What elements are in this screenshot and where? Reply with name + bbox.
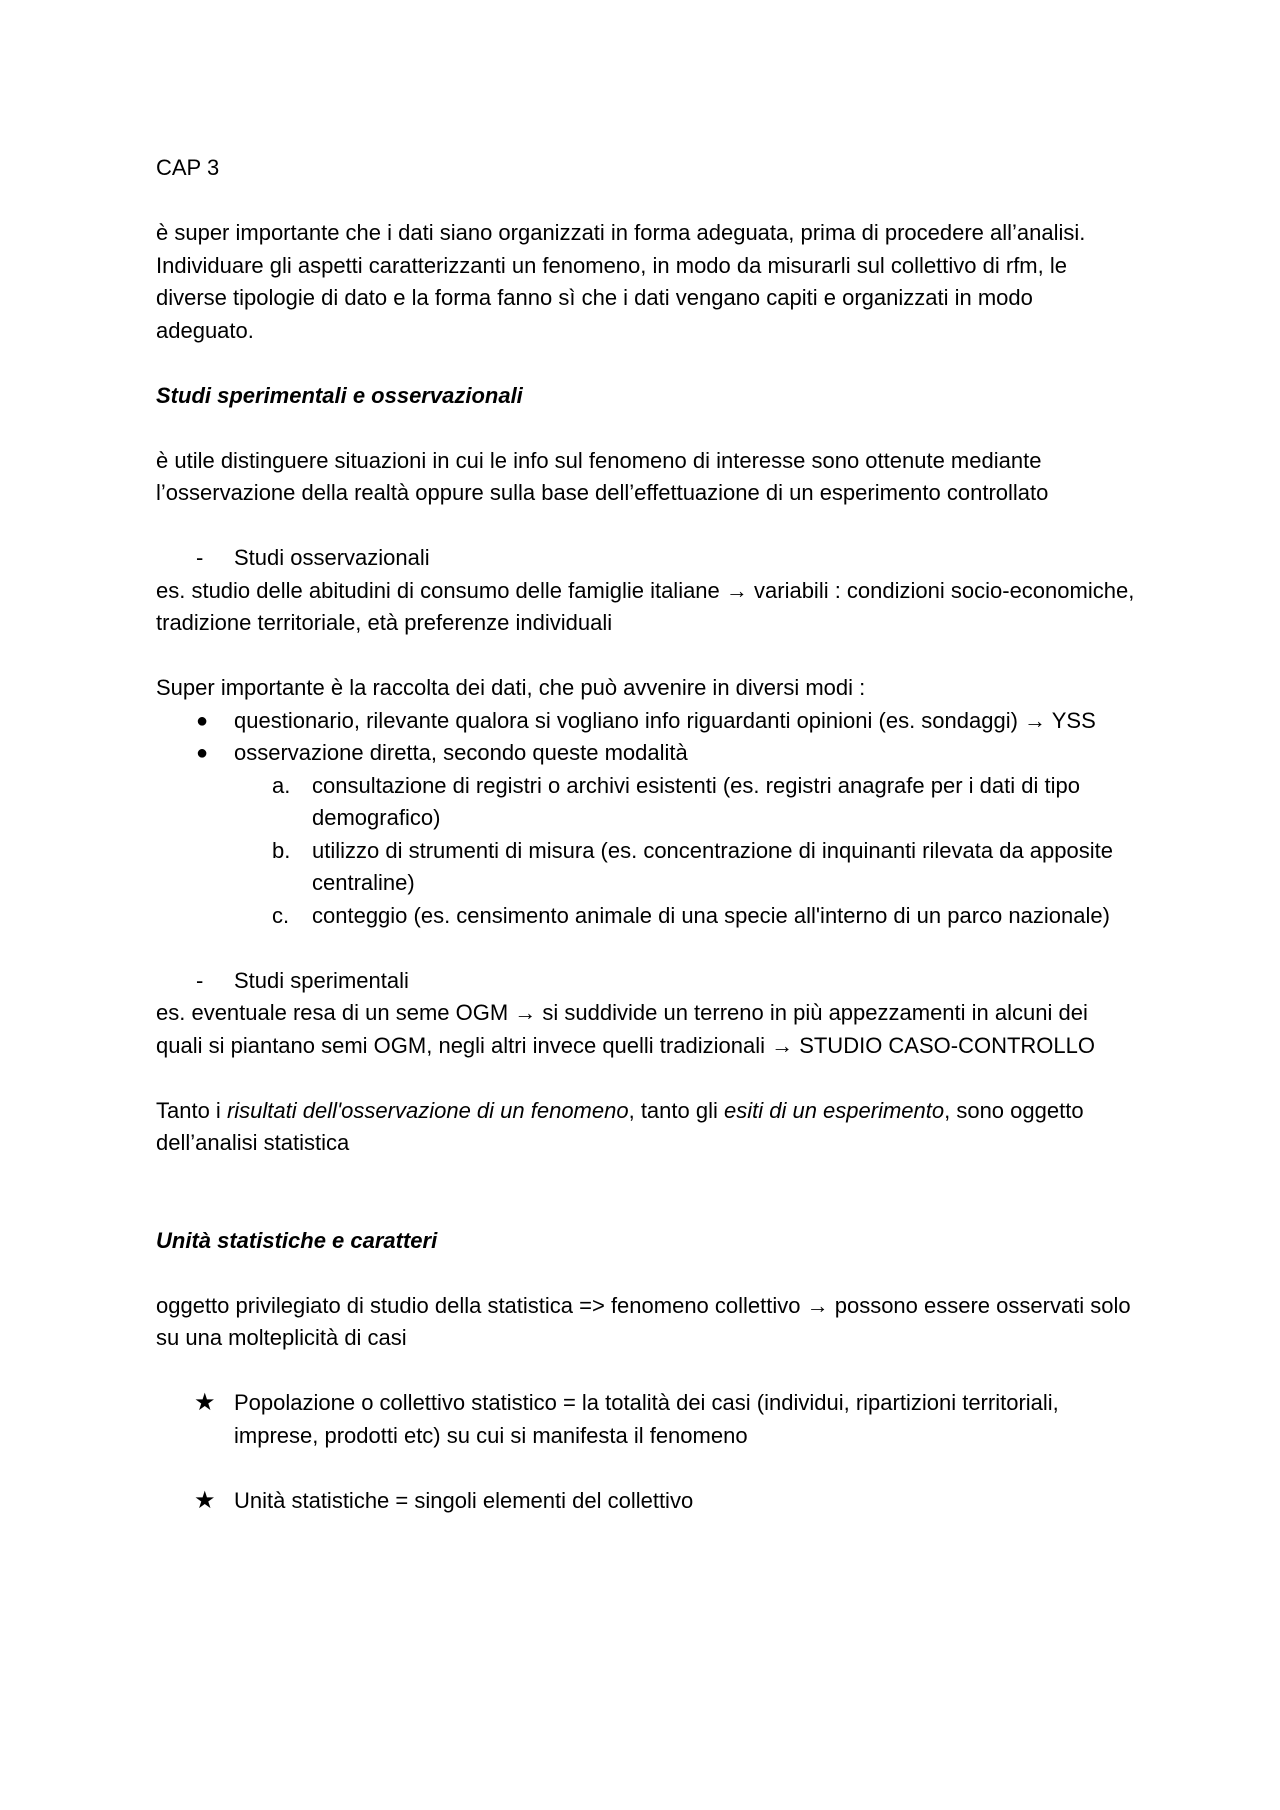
osservazionali-example: es. studio delle abitudini di consumo delle famiglie italiane → variabili : condizioni socio-economiche, tradizione territoriale, età preferenze individuali <box>156 577 1135 635</box>
conclusion-text-1: Tanto i <box>156 1097 227 1123</box>
dash-marker: - <box>196 967 204 993</box>
sub-item-marker: c. <box>272 902 290 928</box>
star-icon: ★ <box>194 1389 216 1416</box>
sperimentali-example: es. eventuale resa di un seme OGM → si suddivide un terreno in più appezzamenti in alcuni dei quali si piantano semi OGM, negli altri invece quelli tradizionali → STUDIO CASO-CONTROLLO <box>156 1000 1095 1058</box>
star-icon: ★ <box>194 1486 216 1514</box>
section-heading-unita: Unità statistiche e caratteri <box>156 1227 438 1253</box>
dash-marker: - <box>196 545 204 570</box>
bullet-item-questionario <box>156 705 1136 738</box>
sub-item-text: consultazione di registri o archivi esistenti (es. registri anagrafe per i dati di tipo demografico) <box>312 772 1080 830</box>
studi-paragraph: è utile distinguere situazioni in cui le info sul fenomeno di interesse sono ottenute mediante l’osservazione della realtà oppure sulla base dell’effettuazione di un esperimento controllato <box>156 447 1049 505</box>
intro-paragraph-2: Individuare gli aspetti caratterizzanti un fenomeno, in modo da misurarli sul collettivo di rfm, le diverse tipologie di dato e la forma fanno sì che i dati vengano capiti e organizzati in modo adeguato. <box>156 252 1067 343</box>
star-item-text: Unità statistiche = singoli elementi del collettivo <box>234 1487 694 1513</box>
intro-paragraph-1: è super importante che i dati siano organizzati in forma adeguata, prima di procedere all’analisi. <box>156 220 1086 245</box>
sub-item-b <box>156 835 1136 900</box>
bullet-marker: ● <box>196 742 209 764</box>
conclusion-text-2: , tanto gli <box>628 1097 724 1123</box>
bullet-text: osservazione diretta, secondo queste modalità <box>234 740 688 765</box>
raccolta-intro: Super importante è la raccolta dei dati, che può avvenire in diversi modi : <box>156 675 866 700</box>
dash-item-label: Studi sperimentali <box>234 967 409 993</box>
sub-item-marker: a. <box>272 772 291 798</box>
bullet-item-osservazione <box>156 737 1136 770</box>
sub-item-a <box>156 770 1136 835</box>
sub-item-text: utilizzo di strumenti di misura (es. concentrazione di inquinanti rilevata da apposite centraline) <box>312 837 1113 895</box>
dash-item-sperimentali <box>156 965 1136 998</box>
star-item-unita <box>156 1485 1136 1518</box>
section-heading-studi: Studi sperimentali e osservazionali <box>156 382 523 408</box>
dash-item-label: Studi osservazionali <box>234 545 430 570</box>
chapter-title: CAP 3 <box>156 155 220 180</box>
conclusion-text-3: , sono oggetto dell’analisi statistica <box>156 1097 1084 1155</box>
unita-paragraph: oggetto privilegiato di studio della statistica => fenomeno collettivo → possono essere osservati solo su una molteplicità di casi <box>156 1292 1131 1350</box>
document-page <box>156 152 1136 1517</box>
star-item-popolazione <box>156 1387 1136 1452</box>
conclusion-italic-2: esiti di un esperimento <box>723 1097 945 1123</box>
conclusion-italic-1: risultati dell'osservazione di un fenomeno <box>226 1097 629 1123</box>
bullet-marker: ● <box>196 709 209 732</box>
conclusion-paragraph <box>156 1095 1136 1160</box>
sub-item-marker: b. <box>272 837 291 863</box>
sub-item-text: conteggio (es. censimento animale di una specie all'interno di un parco nazionale) <box>312 902 1110 928</box>
star-item-text: Popolazione o collettivo statistico = la totalità dei casi (individui, ripartizioni territoriali, imprese, prodotti etc) su cui si manifesta il fenomeno <box>234 1390 1059 1448</box>
bullet-text: questionario, rilevante qualora si vogliano info riguardanti opinioni (es. sondaggi) → YSS <box>234 707 1096 733</box>
sub-item-c <box>156 900 1136 933</box>
dash-item-osservazionali <box>156 542 1136 575</box>
